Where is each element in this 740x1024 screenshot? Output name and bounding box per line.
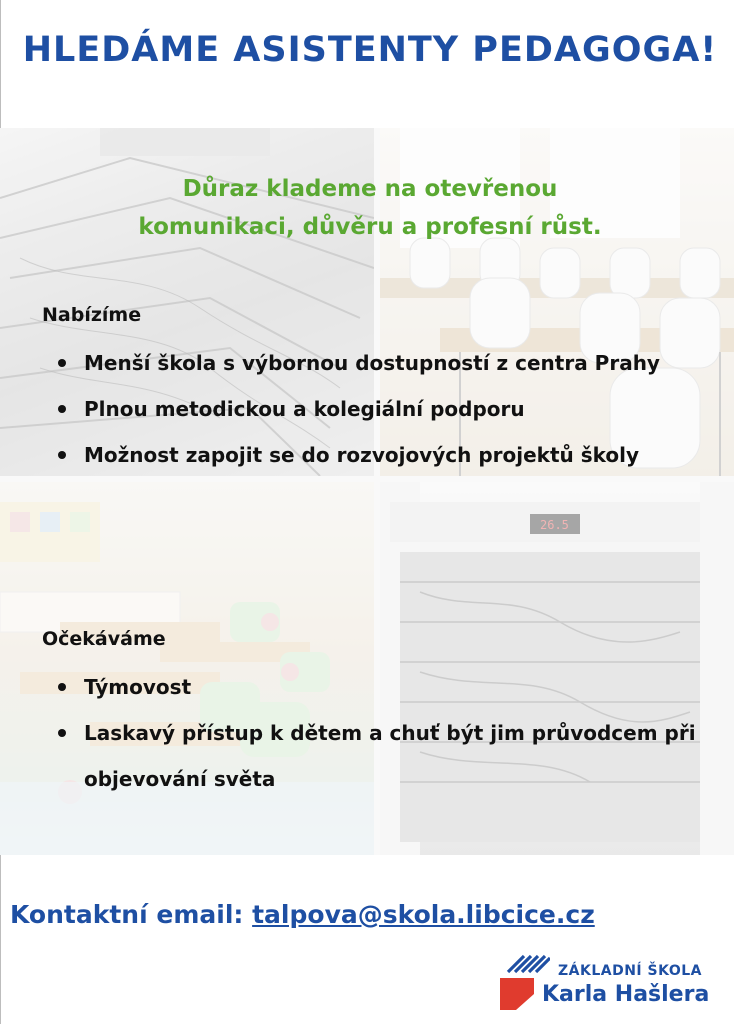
logo-text-top: ZÁKLADNÍ ŠKOLA xyxy=(558,963,702,979)
bullet-icon xyxy=(58,359,66,367)
contact-line xyxy=(10,900,730,929)
contact-email-link[interactable]: talpova@skola.libcice.cz xyxy=(252,900,595,929)
bullet-icon xyxy=(58,451,66,459)
bullet-icon xyxy=(58,683,66,691)
offer-list xyxy=(58,340,698,478)
page-title: HLEDÁME ASISTENTY PEDAGOGA! xyxy=(22,30,718,70)
contact-label: Kontaktní email: xyxy=(10,900,244,929)
expect-list xyxy=(58,664,698,802)
emphasis-text xyxy=(0,170,740,246)
list-item: Menší škola s výbornou dostupností z centra Prahy xyxy=(58,340,698,386)
list-item: Týmovost xyxy=(58,664,698,710)
expect-heading: Očekáváme xyxy=(42,628,166,650)
emphasis-line-1: Důraz klademe na otevřenou xyxy=(182,176,558,202)
list-item: Laskavý přístup k dětem a chuť být jim průvodcem při objevování světa xyxy=(58,710,698,802)
bullet-icon xyxy=(58,729,66,737)
emphasis-line-2: komunikaci, důvěru a profesní růst. xyxy=(138,214,602,240)
list-item: Možnost zapojit se do rozvojových projektů školy xyxy=(58,432,698,478)
offer-heading: Nabízíme xyxy=(42,304,142,326)
logo-text-bottom: Karla Hašlera xyxy=(542,982,710,1007)
school-logo xyxy=(498,954,728,1014)
list-item: Plnou metodickou a kolegiální podporu xyxy=(58,386,698,432)
bullet-icon xyxy=(58,405,66,413)
